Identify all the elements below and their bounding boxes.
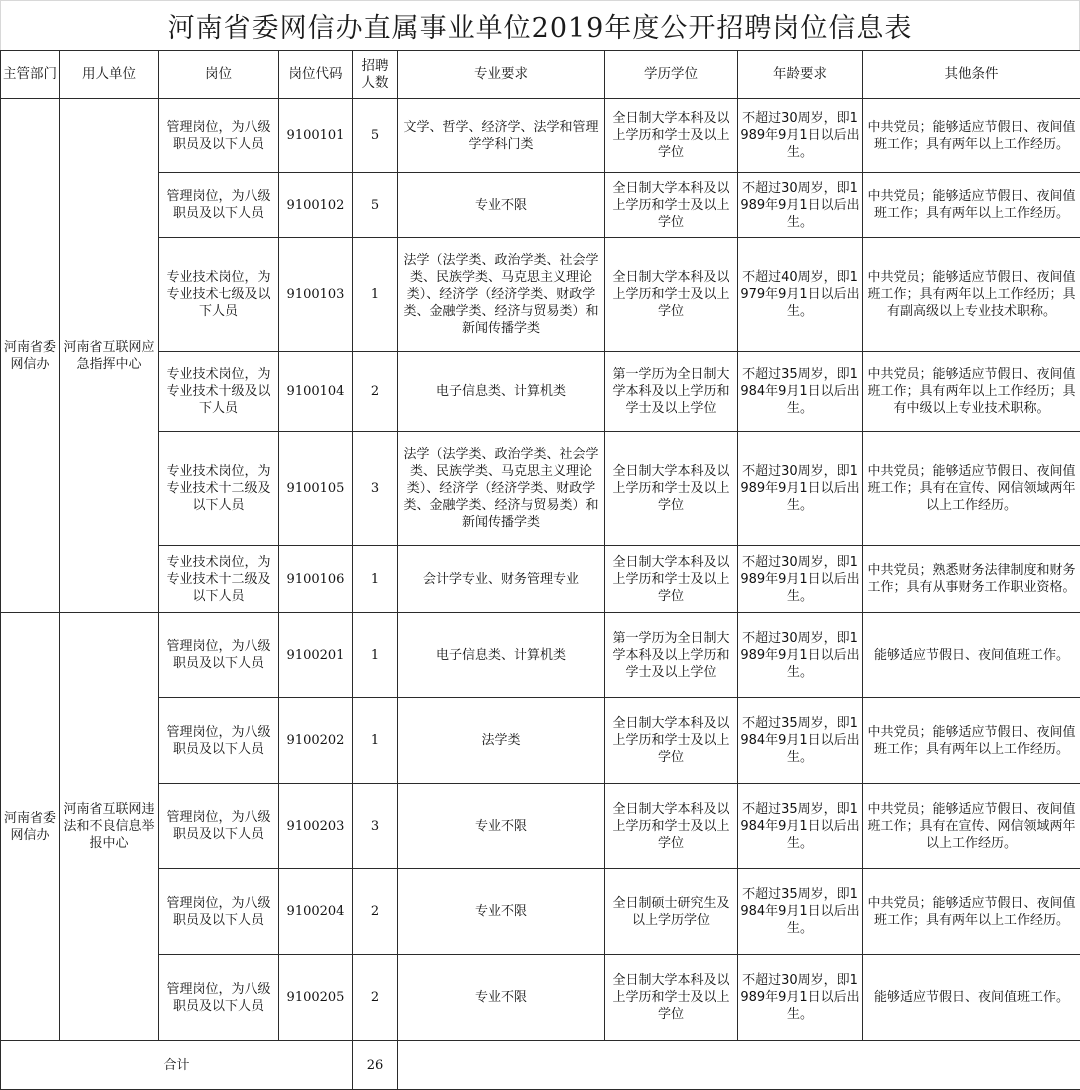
- code-cell: 9100102: [279, 173, 353, 238]
- code-cell: 9100202: [279, 698, 353, 784]
- other-cell: 能够适应节假日、夜间值班工作。: [863, 613, 1080, 698]
- major-cell: 电子信息类、计算机类: [398, 352, 605, 432]
- count-cell: 2: [353, 955, 398, 1041]
- position-cell: 管理岗位，为八级职员及以下人员: [159, 869, 279, 955]
- total-row: [1, 1041, 1080, 1090]
- count-cell: 1: [353, 698, 398, 784]
- other-cell: 中共党员；能够适应节假日、夜间值班工作；具有在宣传、网信领域两年以上工作经历。: [863, 784, 1080, 869]
- count-cell: 3: [353, 432, 398, 546]
- age-cell: 不超过30周岁，即1989年9月1日以后出生。: [738, 955, 863, 1041]
- education-cell: 全日制大学本科及以上学历和学士及以上学位: [605, 173, 738, 238]
- table-row: [1, 784, 1080, 869]
- table-row: [1, 173, 1080, 238]
- major-cell: 专业不限: [398, 955, 605, 1041]
- position-cell: 专业技术岗位，为专业技术七级及以下人员: [159, 238, 279, 352]
- other-cell: 中共党员；能够适应节假日、夜间值班工作；具有两年以上工作经历。: [863, 99, 1080, 173]
- code-cell: 9100205: [279, 955, 353, 1041]
- age-cell: 不超过40周岁，即1979年9月1日以后出生。: [738, 238, 863, 352]
- age-cell: 不超过30周岁，即1989年9月1日以后出生。: [738, 613, 863, 698]
- header-count: 招聘人数: [353, 51, 398, 99]
- position-cell: 管理岗位，为八级职员及以下人员: [159, 698, 279, 784]
- education-cell: 全日制大学本科及以上学历和学士及以上学位: [605, 955, 738, 1041]
- other-cell: 中共党员；能够适应节假日、夜间值班工作；具有在宣传、网信领域两年以上工作经历。: [863, 432, 1080, 546]
- header-department: 主管部门: [1, 51, 60, 99]
- code-cell: 9100104: [279, 352, 353, 432]
- position-cell: 管理岗位，为八级职员及以下人员: [159, 173, 279, 238]
- major-cell: 会计学专业、财务管理专业: [398, 546, 605, 613]
- total-label: 合计: [1, 1041, 353, 1090]
- major-cell: 电子信息类、计算机类: [398, 613, 605, 698]
- header-position: 岗位: [159, 51, 279, 99]
- header-code: 岗位代码: [279, 51, 353, 99]
- other-cell: 中共党员；能够适应节假日、夜间值班工作；具有两年以上工作经历；具有副高级以上专业技术职称。: [863, 238, 1080, 352]
- count-cell: 5: [353, 173, 398, 238]
- table-row: [1, 698, 1080, 784]
- code-cell: 9100201: [279, 613, 353, 698]
- age-cell: 不超过35周岁，即1984年9月1日以后出生。: [738, 698, 863, 784]
- total-count: 26: [353, 1041, 398, 1090]
- code-cell: 9100203: [279, 784, 353, 869]
- code-cell: 9100106: [279, 546, 353, 613]
- education-cell: 全日制大学本科及以上学历和学士及以上学位: [605, 546, 738, 613]
- department-cell: 河南省委网信办: [1, 99, 60, 613]
- header-major: 专业要求: [398, 51, 605, 99]
- count-cell: 3: [353, 784, 398, 869]
- other-cell: 能够适应节假日、夜间值班工作。: [863, 955, 1080, 1041]
- education-cell: 全日制硕士研究生及以上学历学位: [605, 869, 738, 955]
- education-cell: 全日制大学本科及以上学历和学士及以上学位: [605, 432, 738, 546]
- major-cell: 法学（法学类、政治学类、社会学类、民族学类、马克思主义理论类）、经济学（经济学类、财政学类、金融学类、经济与贸易类）和新闻传播学类: [398, 432, 605, 546]
- total-blank: [398, 1041, 1080, 1090]
- count-cell: 1: [353, 546, 398, 613]
- position-cell: 专业技术岗位，为专业技术十二级及以下人员: [159, 546, 279, 613]
- other-cell: 中共党员；熟悉财务法律制度和财务工作；具有从事财务工作职业资格。: [863, 546, 1080, 613]
- major-cell: 专业不限: [398, 784, 605, 869]
- major-cell: 法学类: [398, 698, 605, 784]
- major-cell: 专业不限: [398, 173, 605, 238]
- header-other: 其他条件: [863, 51, 1080, 99]
- page-title: 河南省委网信办直属事业单位2019年度公开招聘岗位信息表: [0, 0, 1080, 50]
- education-cell: 全日制大学本科及以上学历和学士及以上学位: [605, 784, 738, 869]
- age-cell: 不超过30周岁，即1989年9月1日以后出生。: [738, 173, 863, 238]
- age-cell: 不超过30周岁，即1989年9月1日以后出生。: [738, 546, 863, 613]
- major-cell: 文学、哲学、经济学、法学和管理学学科门类: [398, 99, 605, 173]
- code-cell: 9100204: [279, 869, 353, 955]
- position-cell: 管理岗位，为八级职员及以下人员: [159, 784, 279, 869]
- table-row: [1, 613, 1080, 698]
- table-row: [1, 955, 1080, 1041]
- employer-cell: 河南省互联网违法和不良信息举报中心: [60, 613, 159, 1041]
- age-cell: 不超过35周岁，即1984年9月1日以后出生。: [738, 869, 863, 955]
- count-cell: 1: [353, 238, 398, 352]
- education-cell: 全日制大学本科及以上学历和学士及以上学位: [605, 99, 738, 173]
- major-cell: 法学（法学类、政治学类、社会学类、民族学类、马克思主义理论类）、经济学（经济学类、财政学类、金融学类、经济与贸易类）和新闻传播学类: [398, 238, 605, 352]
- employer-cell: 河南省互联网应急指挥中心: [60, 99, 159, 613]
- education-cell: 全日制大学本科及以上学历和学士及以上学位: [605, 238, 738, 352]
- count-cell: 1: [353, 613, 398, 698]
- positions-table: [0, 50, 1080, 1090]
- count-cell: 5: [353, 99, 398, 173]
- table-row: [1, 352, 1080, 432]
- position-cell: 管理岗位，为八级职员及以下人员: [159, 99, 279, 173]
- position-cell: 管理岗位，为八级职员及以下人员: [159, 955, 279, 1041]
- age-cell: 不超过35周岁，即1984年9月1日以后出生。: [738, 352, 863, 432]
- education-cell: 第一学历为全日制大学本科及以上学历和学士及以上学位: [605, 613, 738, 698]
- position-cell: 专业技术岗位，为专业技术十级及以下人员: [159, 352, 279, 432]
- table-row: [1, 546, 1080, 613]
- other-cell: 中共党员；能够适应节假日、夜间值班工作；具有两年以上工作经历。: [863, 698, 1080, 784]
- table-row: [1, 99, 1080, 173]
- age-cell: 不超过35周岁，即1984年9月1日以后出生。: [738, 784, 863, 869]
- education-cell: 第一学历为全日制大学本科及以上学历和学士及以上学位: [605, 352, 738, 432]
- education-cell: 全日制大学本科及以上学历和学士及以上学位: [605, 698, 738, 784]
- code-cell: 9100105: [279, 432, 353, 546]
- count-cell: 2: [353, 869, 398, 955]
- position-cell: 管理岗位，为八级职员及以下人员: [159, 613, 279, 698]
- header-age: 年龄要求: [738, 51, 863, 99]
- header-employer: 用人单位: [60, 51, 159, 99]
- position-cell: 专业技术岗位，为专业技术十二级及以下人员: [159, 432, 279, 546]
- code-cell: 9100103: [279, 238, 353, 352]
- major-cell: 专业不限: [398, 869, 605, 955]
- age-cell: 不超过30周岁，即1989年9月1日以后出生。: [738, 432, 863, 546]
- age-cell: 不超过30周岁，即1989年9月1日以后出生。: [738, 99, 863, 173]
- table-row: [1, 238, 1080, 352]
- code-cell: 9100101: [279, 99, 353, 173]
- other-cell: 中共党员；能够适应节假日、夜间值班工作；具有两年以上工作经历；具有中级以上专业技术职称。: [863, 352, 1080, 432]
- department-cell: 河南省委网信办: [1, 613, 60, 1041]
- count-cell: 2: [353, 352, 398, 432]
- header-education: 学历学位: [605, 51, 738, 99]
- table-row: [1, 869, 1080, 955]
- header-row: [1, 51, 1080, 99]
- other-cell: 中共党员；能够适应节假日、夜间值班工作；具有两年以上工作经历。: [863, 869, 1080, 955]
- other-cell: 中共党员；能够适应节假日、夜间值班工作；具有两年以上工作经历。: [863, 173, 1080, 238]
- table-row: [1, 432, 1080, 546]
